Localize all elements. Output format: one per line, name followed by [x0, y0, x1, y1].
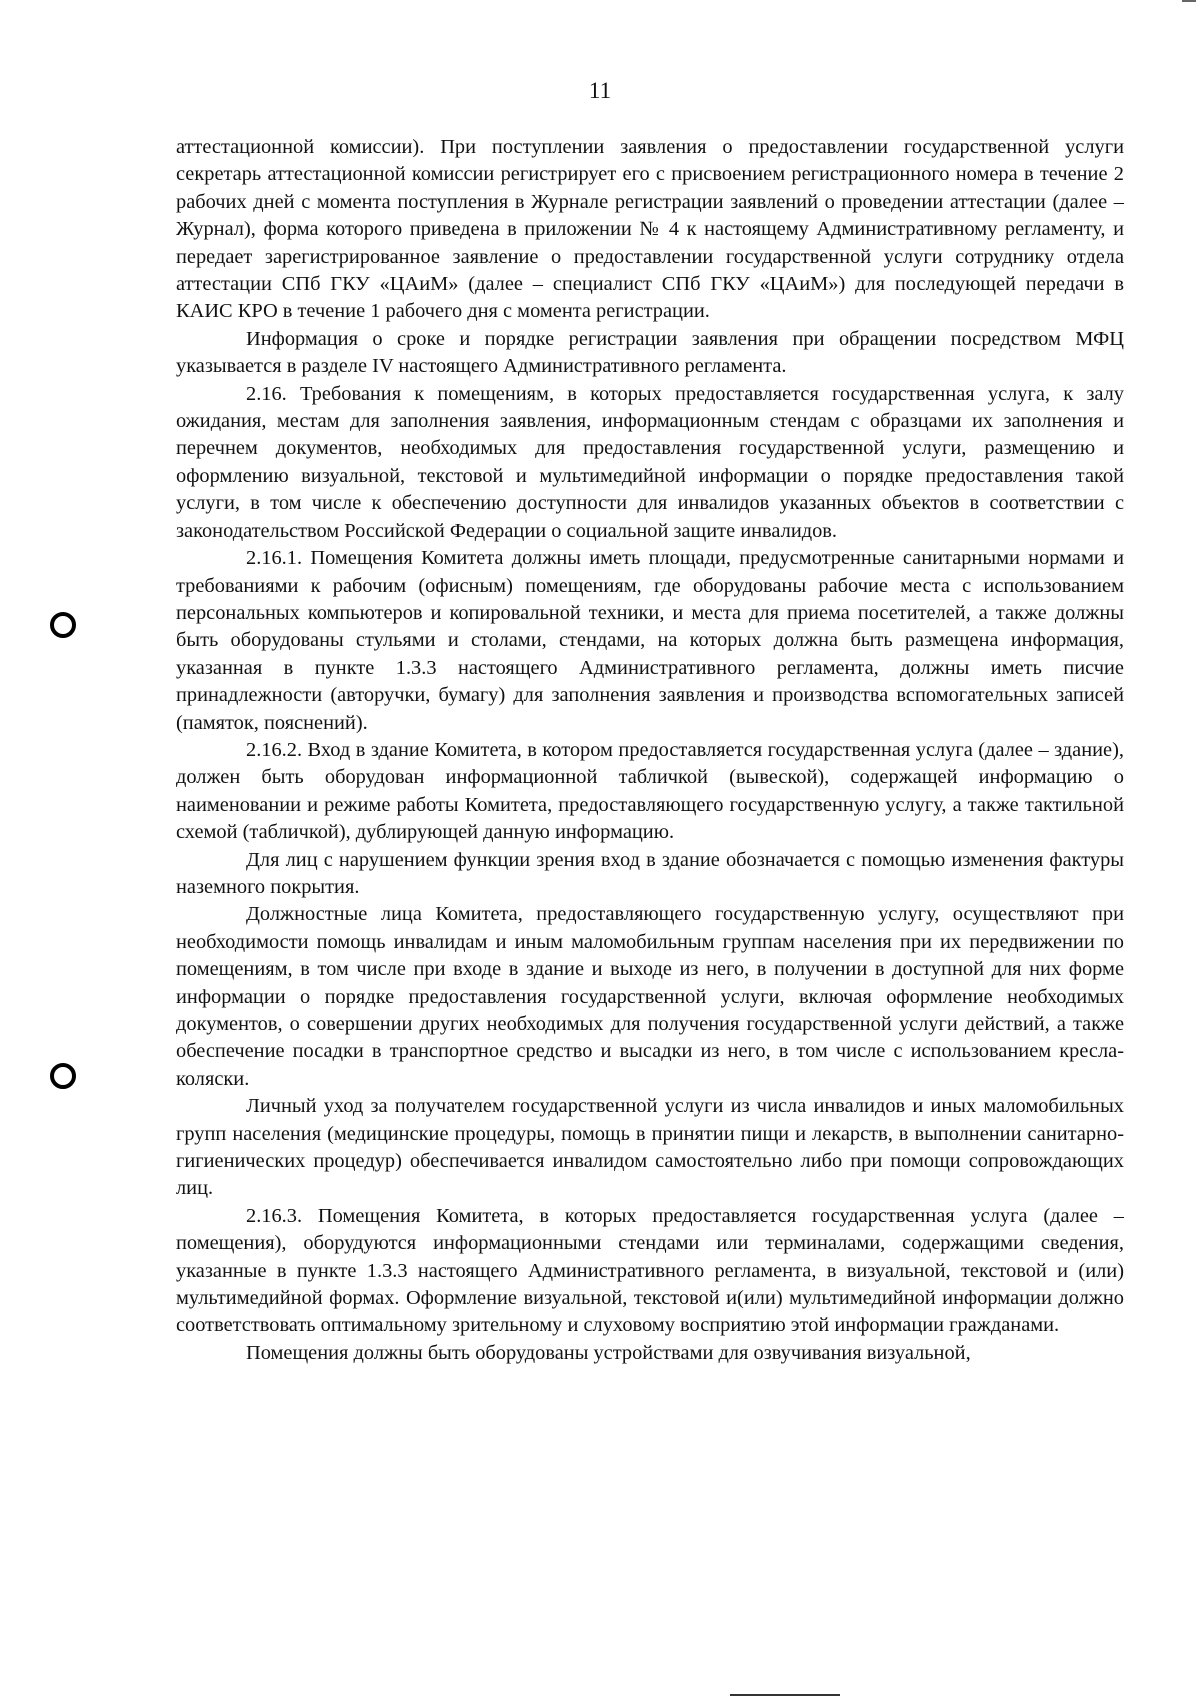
- paragraph-section-2-16-3: 2.16.3. Помещения Комитета, в которых предоставляется государственная услуга (далее – помещения), оборудуются информационными стендами или терминалами, содержащими сведения, указанные в пункте 1.3.3 настоящего Административного регламента, в визуальной, текстовой и (или) мультимедийной формах. Оформление визуальной, текстовой и(или) мультимедийной информации должно соответствовать оптимальному зрительному и слуховому восприятию этой информации гражданами.: [176, 1204, 1124, 1337]
- paragraph: Информация о сроке и порядке регистрации заявления при обращении посредством МФЦ указывается в разделе IV настоящего Административного регламента.: [176, 327, 1124, 378]
- paragraph-section-2-16: 2.16. Требования к помещениям, в которых предоставляется государственная услуга, к залу ожидания, местам для заполнения заявления, информационным стендам с образцами их заполнения и перечнем документов, необходимых для предоставления государственной услуги, размещению и оформлению визуальной, текстовой и мультимедийной информации о порядке предоставления такой услуги, в том числе к обеспечению доступности для инвалидов указанных объектов в соответствии с законодательством Российской Федерации о социальной защите инвалидов.: [176, 382, 1124, 542]
- paragraph: Должностные лица Комитета, предоставляющего государственную услугу, осуществляют при необходимости помощь инвалидам и иным маломобильным группам населения при их передвижении по помещениям, в том числе при входе в здание и выходе из него, в получении в доступной для них форме информации о порядке предоставления государственной услуги, включая оформление необходимых документов, о совершении других необходимых для получения государственной услуги действий, а также обеспечение посадки в транспортное средство и высадки из него, в том числе с использованием кресла-коляски.: [176, 903, 1124, 1090]
- document-body: [176, 134, 1124, 1367]
- paragraph-section-2-16-1: 2.16.1. Помещения Комитета должны иметь площади, предусмотренные санитарными нормами и требованиями к рабочим (офисным) помещениям, где оборудованы рабочие места с использованием персональных компьютеров и копировальной техники, и места для приема посетителей, а также должны быть оборудованы стульями и столами, стендами, на которых должна быть размещена информация, указанная в пункте 1.3.3 настоящего Административного регламента, должны иметь писчие принадлежности (авторучки, бумагу) для заполнения заявления и производства вспомогательных записей (памяток, пояснений).: [176, 547, 1124, 734]
- scan-artifact-mark: [1182, 0, 1196, 2]
- punch-hole-icon: [50, 1063, 76, 1089]
- paragraph: аттестационной комиссии). При поступлении заявления о предоставлении государственной услуги секретарь аттестационной комиссии регистрирует его с присвоением регистрационного номера в течение 2 рабочих дней с момента поступления в Журнале регистрации заявлений о проведении аттестации (далее – Журнал), форма которого приведена в приложении № 4 к настоящему Административному регламенту, и передает зарегистрированное заявление о предоставлении государственной услуги сотруднику отдела аттестации СПб ГКУ «ЦАиМ» (далее – специалист СПб ГКУ «ЦАиМ») для последующей передачи в КАИС КРО в течение 1 рабочего дня с момента регистрации.: [176, 136, 1124, 323]
- paragraph: Помещения должны быть оборудованы устройствами для озвучивания визуальной,: [246, 1341, 971, 1364]
- paragraph-section-2-16-2: 2.16.2. Вход в здание Комитета, в котором предоставляется государственная услуга (далее – здание), должен быть оборудован информационной табличкой (вывеской), содержащей информацию о наименовании и режиме работы Комитета, предоставляющего государственную услугу, а также тактильной схемой (табличкой), дублирующей данную информацию.: [176, 738, 1124, 844]
- page-number: 11: [588, 78, 612, 103]
- scan-artifact-line: [730, 1694, 840, 1696]
- punch-hole-icon: [50, 612, 76, 638]
- paragraph: Для лиц с нарушением функции зрения вход в здание обозначается с помощью изменения фактуры наземного покрытия.: [176, 848, 1124, 898]
- paragraph: Личный уход за получателем государственной услуги из числа инвалидов и иных маломобильных групп населения (медицинские процедуры, помощь в принятии пищи и лекарств, в выполнении санитарно-гигиенических процедур) обеспечивается инвалидом самостоятельно либо при помощи сопровождающих лиц.: [176, 1095, 1124, 1200]
